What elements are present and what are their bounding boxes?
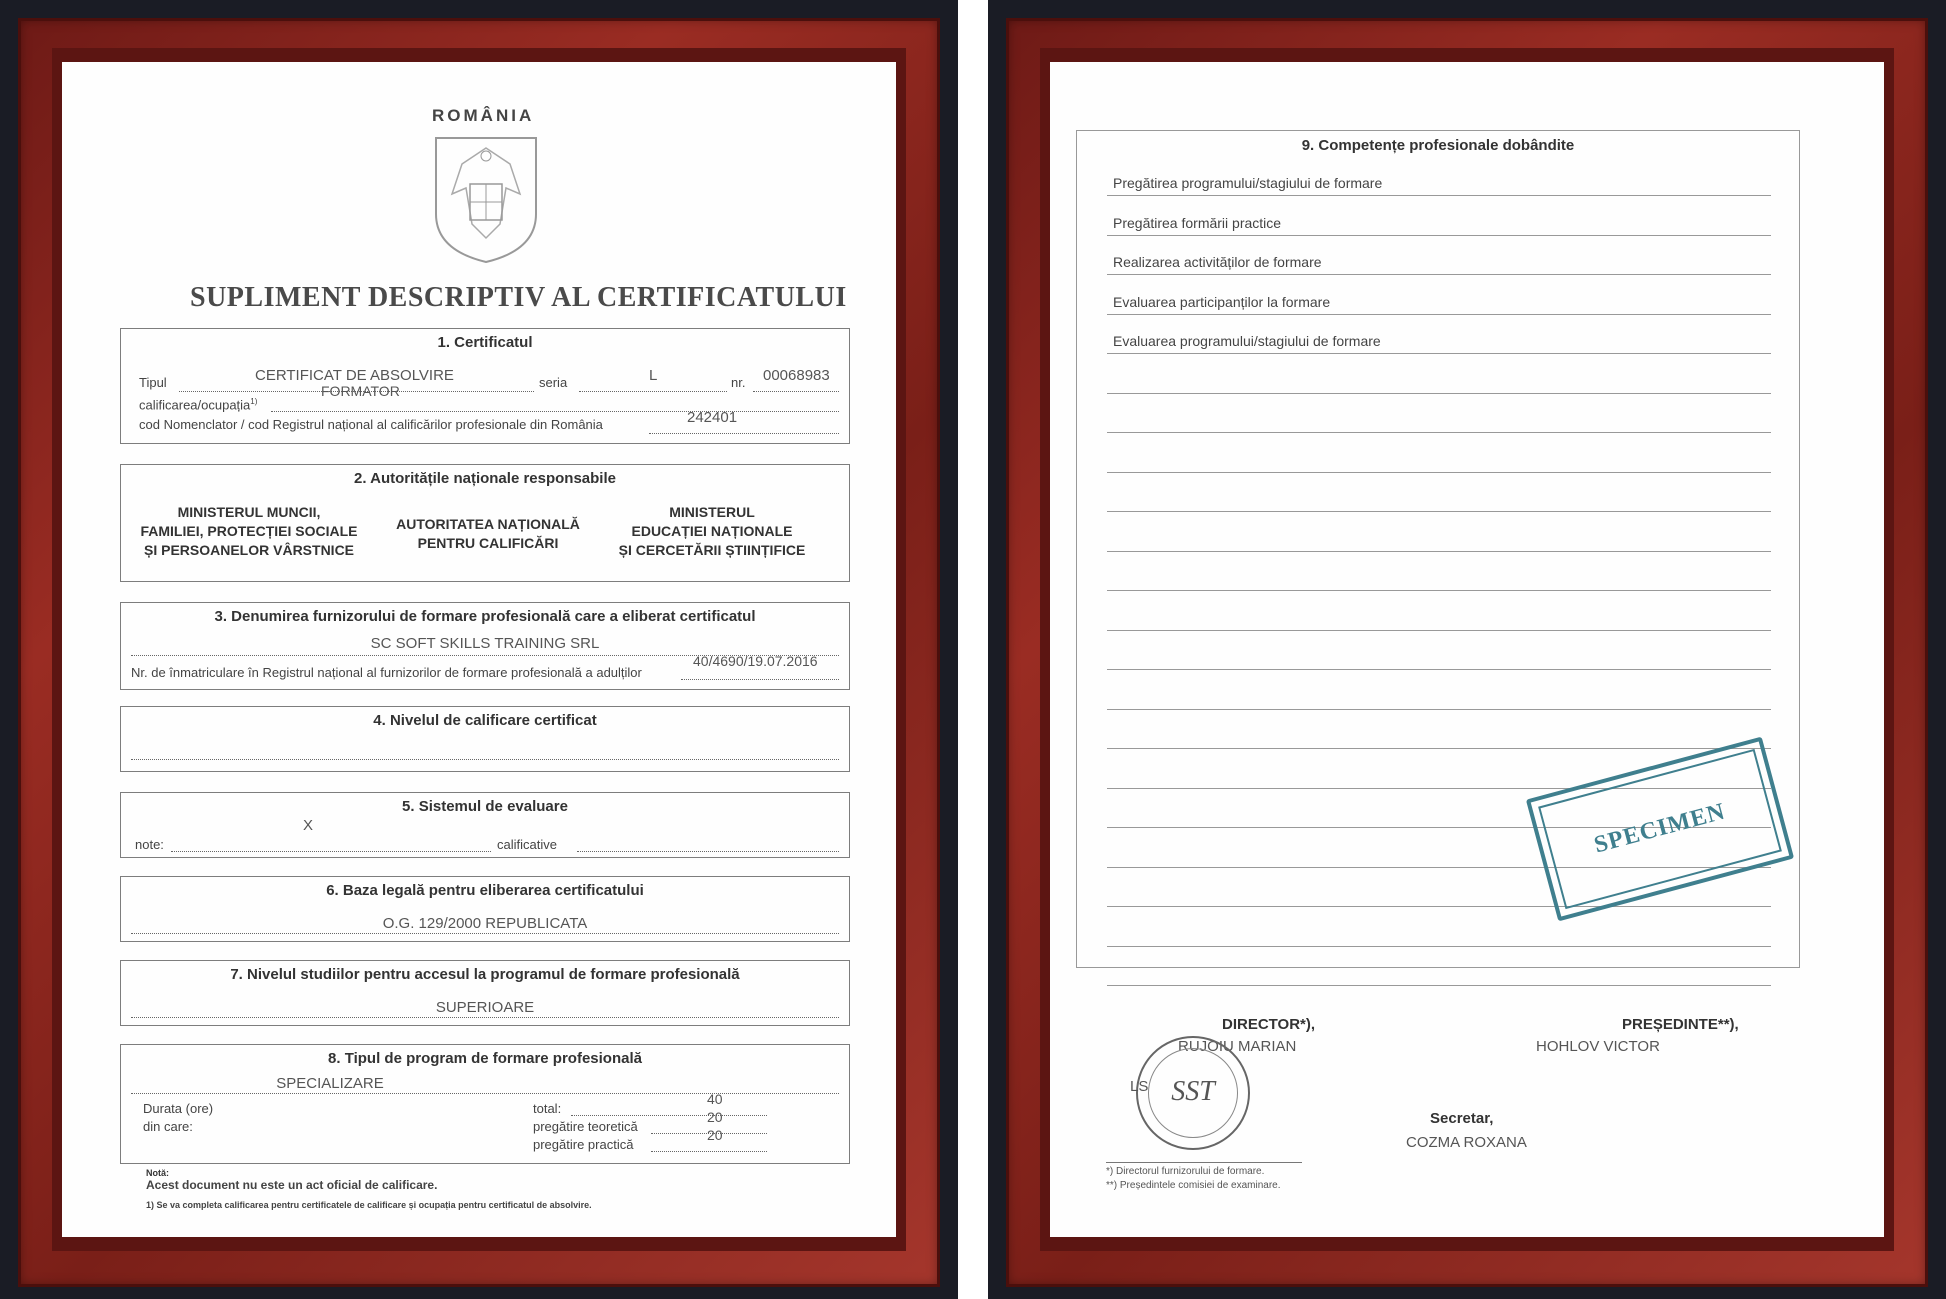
section-heading: 7. Nivelul studiilor pentru accesul la programul de formare profesională	[230, 966, 740, 983]
section-nivel-calificare	[120, 706, 850, 772]
section-evaluare	[120, 792, 850, 858]
competenta-line	[1107, 906, 1771, 907]
label-practica: pregătire practică	[533, 1137, 634, 1152]
director-label: DIRECTOR*),	[1222, 1016, 1316, 1033]
competenta-item: Realizarea activităților de formare	[1113, 254, 1322, 270]
label-din-care: din care:	[143, 1119, 193, 1134]
section-autoritati	[120, 464, 850, 582]
footnote-2: **) Președintele comisiei de examinare.	[1106, 1180, 1281, 1191]
label-seria: seria	[539, 375, 568, 390]
value-seria: L	[649, 367, 658, 384]
competenta-line	[1107, 748, 1771, 749]
competenta-item: Pregătirea formării practice	[1113, 214, 1282, 231]
competenta-line	[1107, 985, 1771, 986]
stamp-text: SPECIMEN	[1591, 798, 1729, 859]
section-furnizor	[120, 602, 850, 690]
value-teoretica: 20	[707, 1109, 723, 1125]
authority-ministerul-muncii: MINISTERUL MUNCII, FAMILIEI, PROTECȚIEI SOCIALE ȘI PERSOANELOR VÂRSTNICE	[140, 504, 358, 558]
section-heading: 2. Autoritățile naționale responsabile	[353, 470, 616, 487]
competenta-line	[1107, 432, 1771, 433]
value-practica: 20	[707, 1127, 723, 1143]
label-nr: nr.	[731, 375, 746, 390]
right-page	[1050, 62, 1884, 1237]
left-page	[62, 62, 896, 1237]
footnote-1: *) Directorul furnizorului de formare.	[1106, 1166, 1265, 1177]
competenta-line	[1107, 353, 1771, 354]
section-baza-legala	[120, 876, 850, 942]
dotted-line	[579, 391, 727, 392]
ls-label: LS	[1130, 1078, 1149, 1095]
competenta-line	[1107, 472, 1771, 473]
value-nivel-studii: SUPERIOARE	[435, 999, 535, 1016]
label-total: total:	[533, 1101, 562, 1116]
value-nr: 00068983	[763, 367, 830, 384]
dotted-line	[753, 391, 839, 392]
section-heading: 4. Nivelul de calificare certificat	[373, 712, 597, 729]
section-heading: 1. Certificatul	[437, 334, 533, 351]
dotted-line	[171, 851, 491, 852]
notes-label: Notă:	[146, 1168, 169, 1178]
value-tipul: CERTIFICAT DE ABSOLVIRE	[255, 367, 454, 384]
dotted-line	[131, 1093, 839, 1094]
dotted-line	[649, 433, 839, 434]
label-durata: Durata (ore)	[143, 1101, 214, 1116]
label-calificative: calificative	[497, 837, 557, 852]
label-cod: cod Nomenclator / cod Registrul național al calificărilor profesionale din România	[139, 417, 603, 432]
value-provider: SC SOFT SKILLS TRAINING SRL	[370, 635, 600, 652]
dotted-line	[571, 1115, 767, 1116]
section-heading: 9. Competențe profesionale dobândite	[1301, 137, 1575, 154]
secretar-name: COZMA ROXANA	[1406, 1134, 1527, 1151]
dotted-line	[131, 759, 839, 760]
value-registru: 40/4690/19.07.2016	[693, 653, 818, 669]
section-nivel-studii	[120, 960, 850, 1026]
authority-anc: AUTORITATEA NAȚIONALĂ PENTRU CALIFICĂRI	[396, 516, 580, 551]
competenta-line	[1107, 709, 1771, 710]
competenta-line	[1107, 511, 1771, 512]
label-registru: Nr. de înmatriculare în Registrul național al furnizorilor de formare profesională a adulților	[131, 665, 642, 680]
dotted-line	[271, 411, 839, 412]
section-heading: 3. Denumirea furnizorului de formare profesională care a eliberat certificatul	[214, 608, 756, 625]
dotted-line	[681, 679, 839, 680]
notes-line-2: 1) Se va completa calificarea pentru certificatele de calificare și ocupația pentru certificatul de absolvire.	[146, 1200, 592, 1210]
competenta-line	[1107, 314, 1771, 315]
dotted-line	[577, 851, 839, 852]
seal-text: SST	[1171, 1076, 1215, 1107]
footnote-separator	[1106, 1162, 1302, 1163]
value-mark: X	[303, 817, 314, 834]
company-seal	[1136, 1036, 1250, 1150]
competenta-line	[1107, 393, 1771, 394]
authority-ministerul-educatiei: MINISTERUL EDUCAȚIEI NAȚIONALE ȘI CERCETĂRII ȘTIINȚIFICE	[618, 504, 806, 558]
section-heading: 6. Baza legală pentru eliberarea certificatului	[326, 882, 644, 899]
label-calificarea: calificarea/ocupația$^{1)}$	[139, 397, 258, 413]
left-certificate-frame	[0, 0, 958, 1299]
section-heading: 8. Tipul de program de formare profesională	[328, 1050, 642, 1067]
document-title: SUPLIMENT DESCRIPTIV AL CERTIFICATULUI	[190, 282, 847, 313]
dotted-line	[131, 1017, 839, 1018]
competenta-item: Pregătirea programului/stagiului de formare	[1113, 175, 1383, 191]
section-certificatul	[120, 328, 850, 444]
dotted-line	[131, 933, 839, 934]
director-name: RUJOIU MARIAN	[1178, 1038, 1297, 1055]
value-tip-program: SPECIALIZARE	[276, 1075, 384, 1092]
label-teoretica: pregătire teoretică	[533, 1119, 638, 1134]
competenta-line	[1107, 590, 1771, 591]
coat-of-arms-icon	[432, 134, 540, 266]
notes-line-1: Acest document nu este un act oficial de calificare.	[146, 1178, 438, 1192]
value-total: 40	[707, 1091, 723, 1107]
competenta-item: Evaluarea participanților la formare	[1113, 293, 1331, 310]
label-note: note:	[135, 837, 164, 852]
secretar-label: Secretar,	[1430, 1110, 1494, 1127]
competenta-item: Evaluarea programului/stagiului de formare	[1113, 333, 1381, 349]
competenta-line	[1107, 551, 1771, 552]
country-name: ROMÂNIA	[432, 106, 535, 125]
section-heading: 5. Sistemul de evaluare	[402, 798, 568, 815]
section-tip-program	[120, 1044, 850, 1164]
presedinte-name: HOHLOV VICTOR	[1536, 1038, 1660, 1055]
value-calificarea: FORMATOR	[321, 383, 400, 399]
value-cod: 242401	[687, 409, 738, 426]
competenta-line	[1107, 946, 1771, 947]
competenta-line	[1107, 669, 1771, 670]
competenta-line	[1107, 195, 1771, 196]
right-certificate-frame	[988, 0, 1946, 1299]
label-tipul: Tipul	[139, 375, 167, 390]
dotted-line	[651, 1151, 767, 1152]
competenta-line	[1107, 630, 1771, 631]
value-baza-legala: O.G. 129/2000 REPUBLICATA	[382, 915, 588, 932]
presedinte-label: PREȘEDINTE**),	[1622, 1016, 1739, 1033]
competenta-line	[1107, 235, 1771, 236]
competenta-line	[1107, 274, 1771, 275]
